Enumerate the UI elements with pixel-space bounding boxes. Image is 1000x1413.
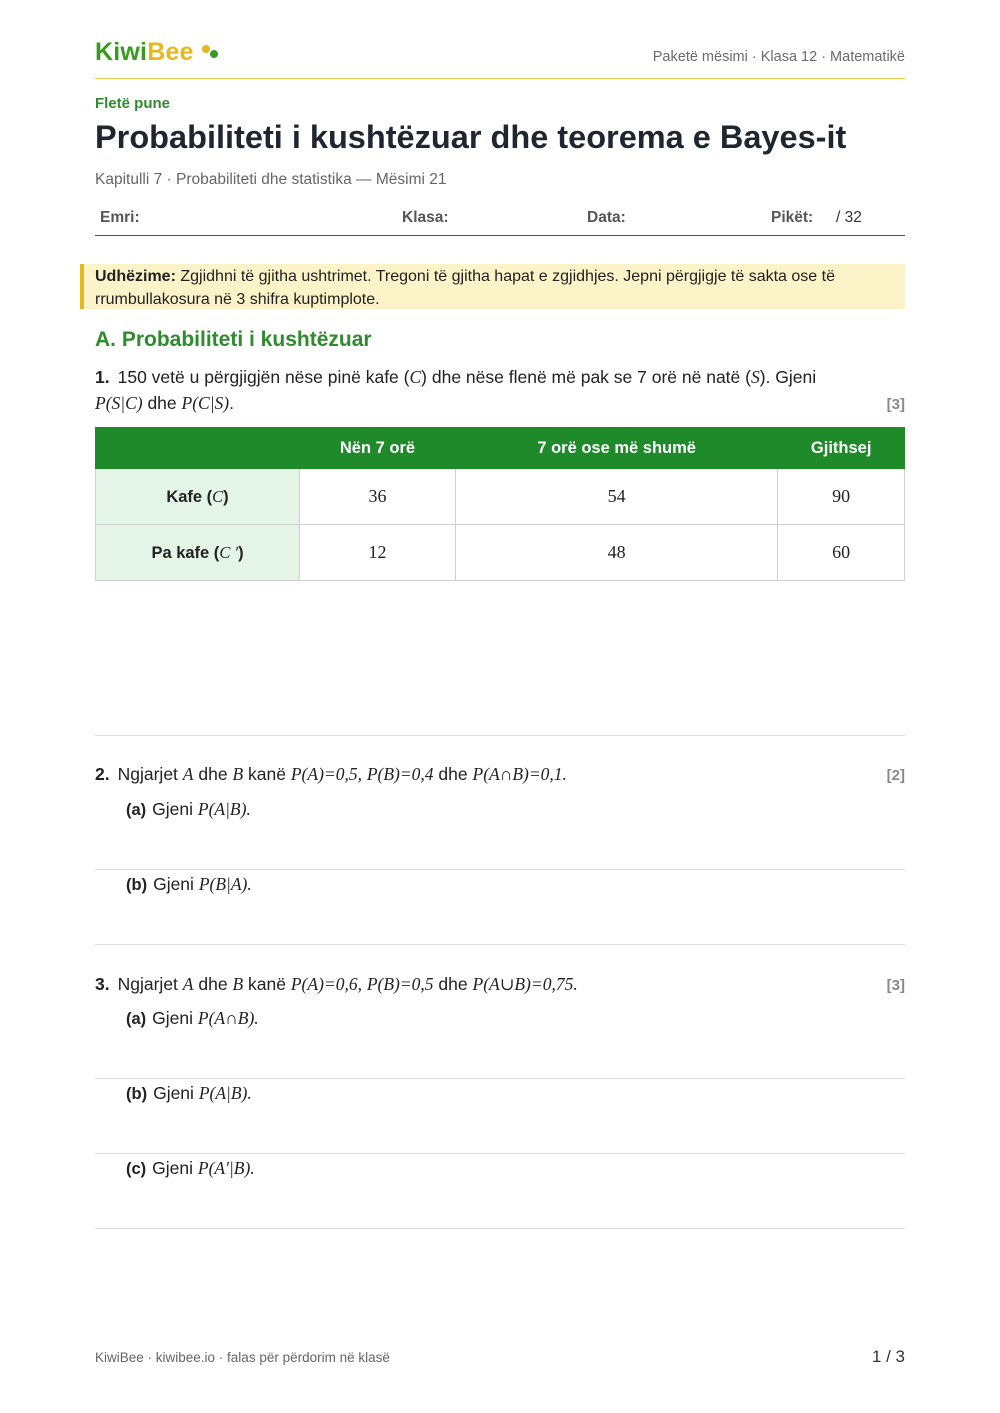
- sub-label: (a): [126, 801, 147, 819]
- table-header-cell: [96, 428, 300, 469]
- q2-text: dhe: [198, 764, 228, 784]
- sub-expr: P(B|A).: [198, 874, 252, 894]
- answer-line[interactable]: [95, 869, 905, 870]
- points-label: Pikët:: [771, 209, 814, 226]
- q3-text: Ngjarjet: [117, 974, 178, 994]
- kiwibee-logo: [95, 38, 194, 67]
- question-number: 1.: [95, 367, 110, 387]
- page-header: [95, 36, 905, 79]
- sub-label: (b): [126, 876, 148, 894]
- question-2: [95, 761, 905, 787]
- expr-p-b: P(B)=0,5: [366, 974, 434, 994]
- q1-text: 150 vetë u përgjigjën nëse pinë kafe (: [117, 367, 410, 387]
- row-var: C ′: [219, 542, 239, 562]
- question-1: [95, 364, 905, 416]
- expr-p-a-and-b: P(A∩B)=0,1.: [472, 764, 567, 784]
- table-row: [96, 525, 905, 581]
- table-row: [96, 469, 905, 525]
- sub-text: Gjeni: [153, 1083, 194, 1103]
- var-a: A: [182, 764, 194, 784]
- marks-badge: [3]: [886, 396, 905, 413]
- header-meta: Paketë mësimi · Klasa 12 · Matematikë: [652, 49, 905, 65]
- sub-expr: P(A|B).: [197, 799, 251, 819]
- row-label: Pa kafe (: [151, 543, 220, 562]
- expr-p-a-or-b: P(A∪B)=0,75.: [472, 974, 578, 994]
- table-cell: 54: [455, 469, 777, 525]
- contingency-table: [95, 427, 905, 581]
- question-number: 2.: [95, 764, 110, 784]
- table-cell: 48: [455, 525, 777, 581]
- sub-expr: P(A|B).: [198, 1083, 252, 1103]
- var-c: C: [409, 367, 422, 387]
- table-header-cell: Nën 7 orë: [300, 428, 456, 469]
- answer-line[interactable]: [95, 735, 905, 736]
- table-header-cell: Gjithsej: [778, 428, 905, 469]
- row-header: [96, 525, 300, 581]
- sub-text: Gjeni: [153, 874, 194, 894]
- q1-text: ) dhe nëse flenë më pak se 7 orë në natë (: [421, 367, 751, 387]
- row-var: C: [212, 486, 224, 506]
- expr-p-a: P(A)=0,6,: [290, 974, 362, 994]
- class-field[interactable]: Klasa:: [402, 209, 449, 226]
- logo-kiwi: Kiwi: [95, 38, 148, 66]
- footer-text: KiwiBee · kiwibee.io · falas për përdorim në klasë: [95, 1350, 390, 1365]
- table-header-cell: 7 orë ose më shumë: [455, 428, 777, 469]
- page-subtitle: Kapitulli 7 · Probabiliteti dhe statistika — Mësimi 21: [95, 171, 447, 188]
- expr-p-c-given-s: P(C|S): [181, 393, 230, 413]
- date-field[interactable]: Data:: [587, 209, 626, 226]
- q3-text: dhe: [198, 974, 228, 994]
- sub-expr: P(A∩B).: [197, 1008, 259, 1028]
- var-b: B: [232, 764, 244, 784]
- var-b: B: [232, 974, 244, 994]
- marks-badge: [2]: [886, 767, 905, 784]
- sub-text: Gjeni: [152, 1008, 194, 1028]
- question-number: 3.: [95, 974, 110, 994]
- table-cell: 36: [300, 469, 456, 525]
- page-title: Probabiliteti i kushtëzuar dhe teorema e Bayes-it: [95, 119, 847, 155]
- q1-text: ). Gjeni: [759, 367, 817, 387]
- expr-p-b: P(B)=0,4: [366, 764, 434, 784]
- page-number: 1 / 3: [871, 1347, 905, 1366]
- row-label-close: ): [223, 487, 229, 506]
- marks-badge: [3]: [886, 977, 905, 994]
- answer-line[interactable]: [95, 1153, 905, 1154]
- expr-p-s-given-c: P(S|C): [95, 393, 143, 413]
- subquestion-2a: [126, 799, 251, 820]
- table-cell: 12: [300, 525, 456, 581]
- table-cell: 90: [778, 469, 905, 525]
- row-header: [96, 469, 300, 525]
- subquestion-2b: [126, 874, 252, 895]
- sub-text: Gjeni: [152, 799, 194, 819]
- q1-text: dhe: [147, 393, 177, 413]
- table-cell: 60: [778, 525, 905, 581]
- sub-label: (c): [126, 1160, 147, 1178]
- section-a-heading: A. Probabiliteti i kushtëzuar: [95, 328, 372, 351]
- answer-line[interactable]: [95, 1228, 905, 1229]
- sub-expr: P(A′|B).: [197, 1158, 255, 1178]
- logo-dots-icon: [201, 44, 219, 60]
- q3-text: kanë: [248, 974, 286, 994]
- sub-text: Gjeni: [152, 1158, 194, 1178]
- student-info-row: [95, 199, 905, 236]
- instructions-label: Udhëzime:: [95, 268, 176, 285]
- q2-text: Ngjarjet: [117, 764, 178, 784]
- q3-text: dhe: [438, 974, 468, 994]
- logo-bee: Bee: [147, 38, 194, 66]
- var-a: A: [182, 974, 194, 994]
- q1-text: .: [229, 393, 234, 413]
- sub-label: (b): [126, 1085, 148, 1103]
- answer-line[interactable]: [95, 1078, 905, 1079]
- worksheet-kicker: Fletë pune: [95, 95, 171, 112]
- expr-p-a: P(A)=0,5,: [290, 764, 362, 784]
- points-total: / 32: [836, 209, 862, 226]
- table-header-row: [96, 428, 905, 469]
- row-label-close: ): [238, 543, 244, 562]
- q2-text: kanë: [248, 764, 286, 784]
- subquestion-3a: [126, 1008, 259, 1029]
- instructions-box: [80, 264, 905, 309]
- sub-label: (a): [126, 1010, 147, 1028]
- name-field[interactable]: Emri:: [100, 209, 140, 226]
- answer-line[interactable]: [95, 944, 905, 945]
- q2-text: dhe: [438, 764, 468, 784]
- instructions-text: Zgjidhni të gjitha ushtrimet. Tregoni të gjitha hapat e zgjidhjes. Jepni përgjigje të sakta ose të rrumbullakosura në 3 shifra kuptimplote.: [95, 268, 835, 308]
- var-s: S: [750, 367, 760, 387]
- row-label: Kafe (: [166, 487, 213, 506]
- subquestion-3b: [126, 1083, 252, 1104]
- question-3: [95, 971, 905, 997]
- subquestion-3c: [126, 1158, 255, 1179]
